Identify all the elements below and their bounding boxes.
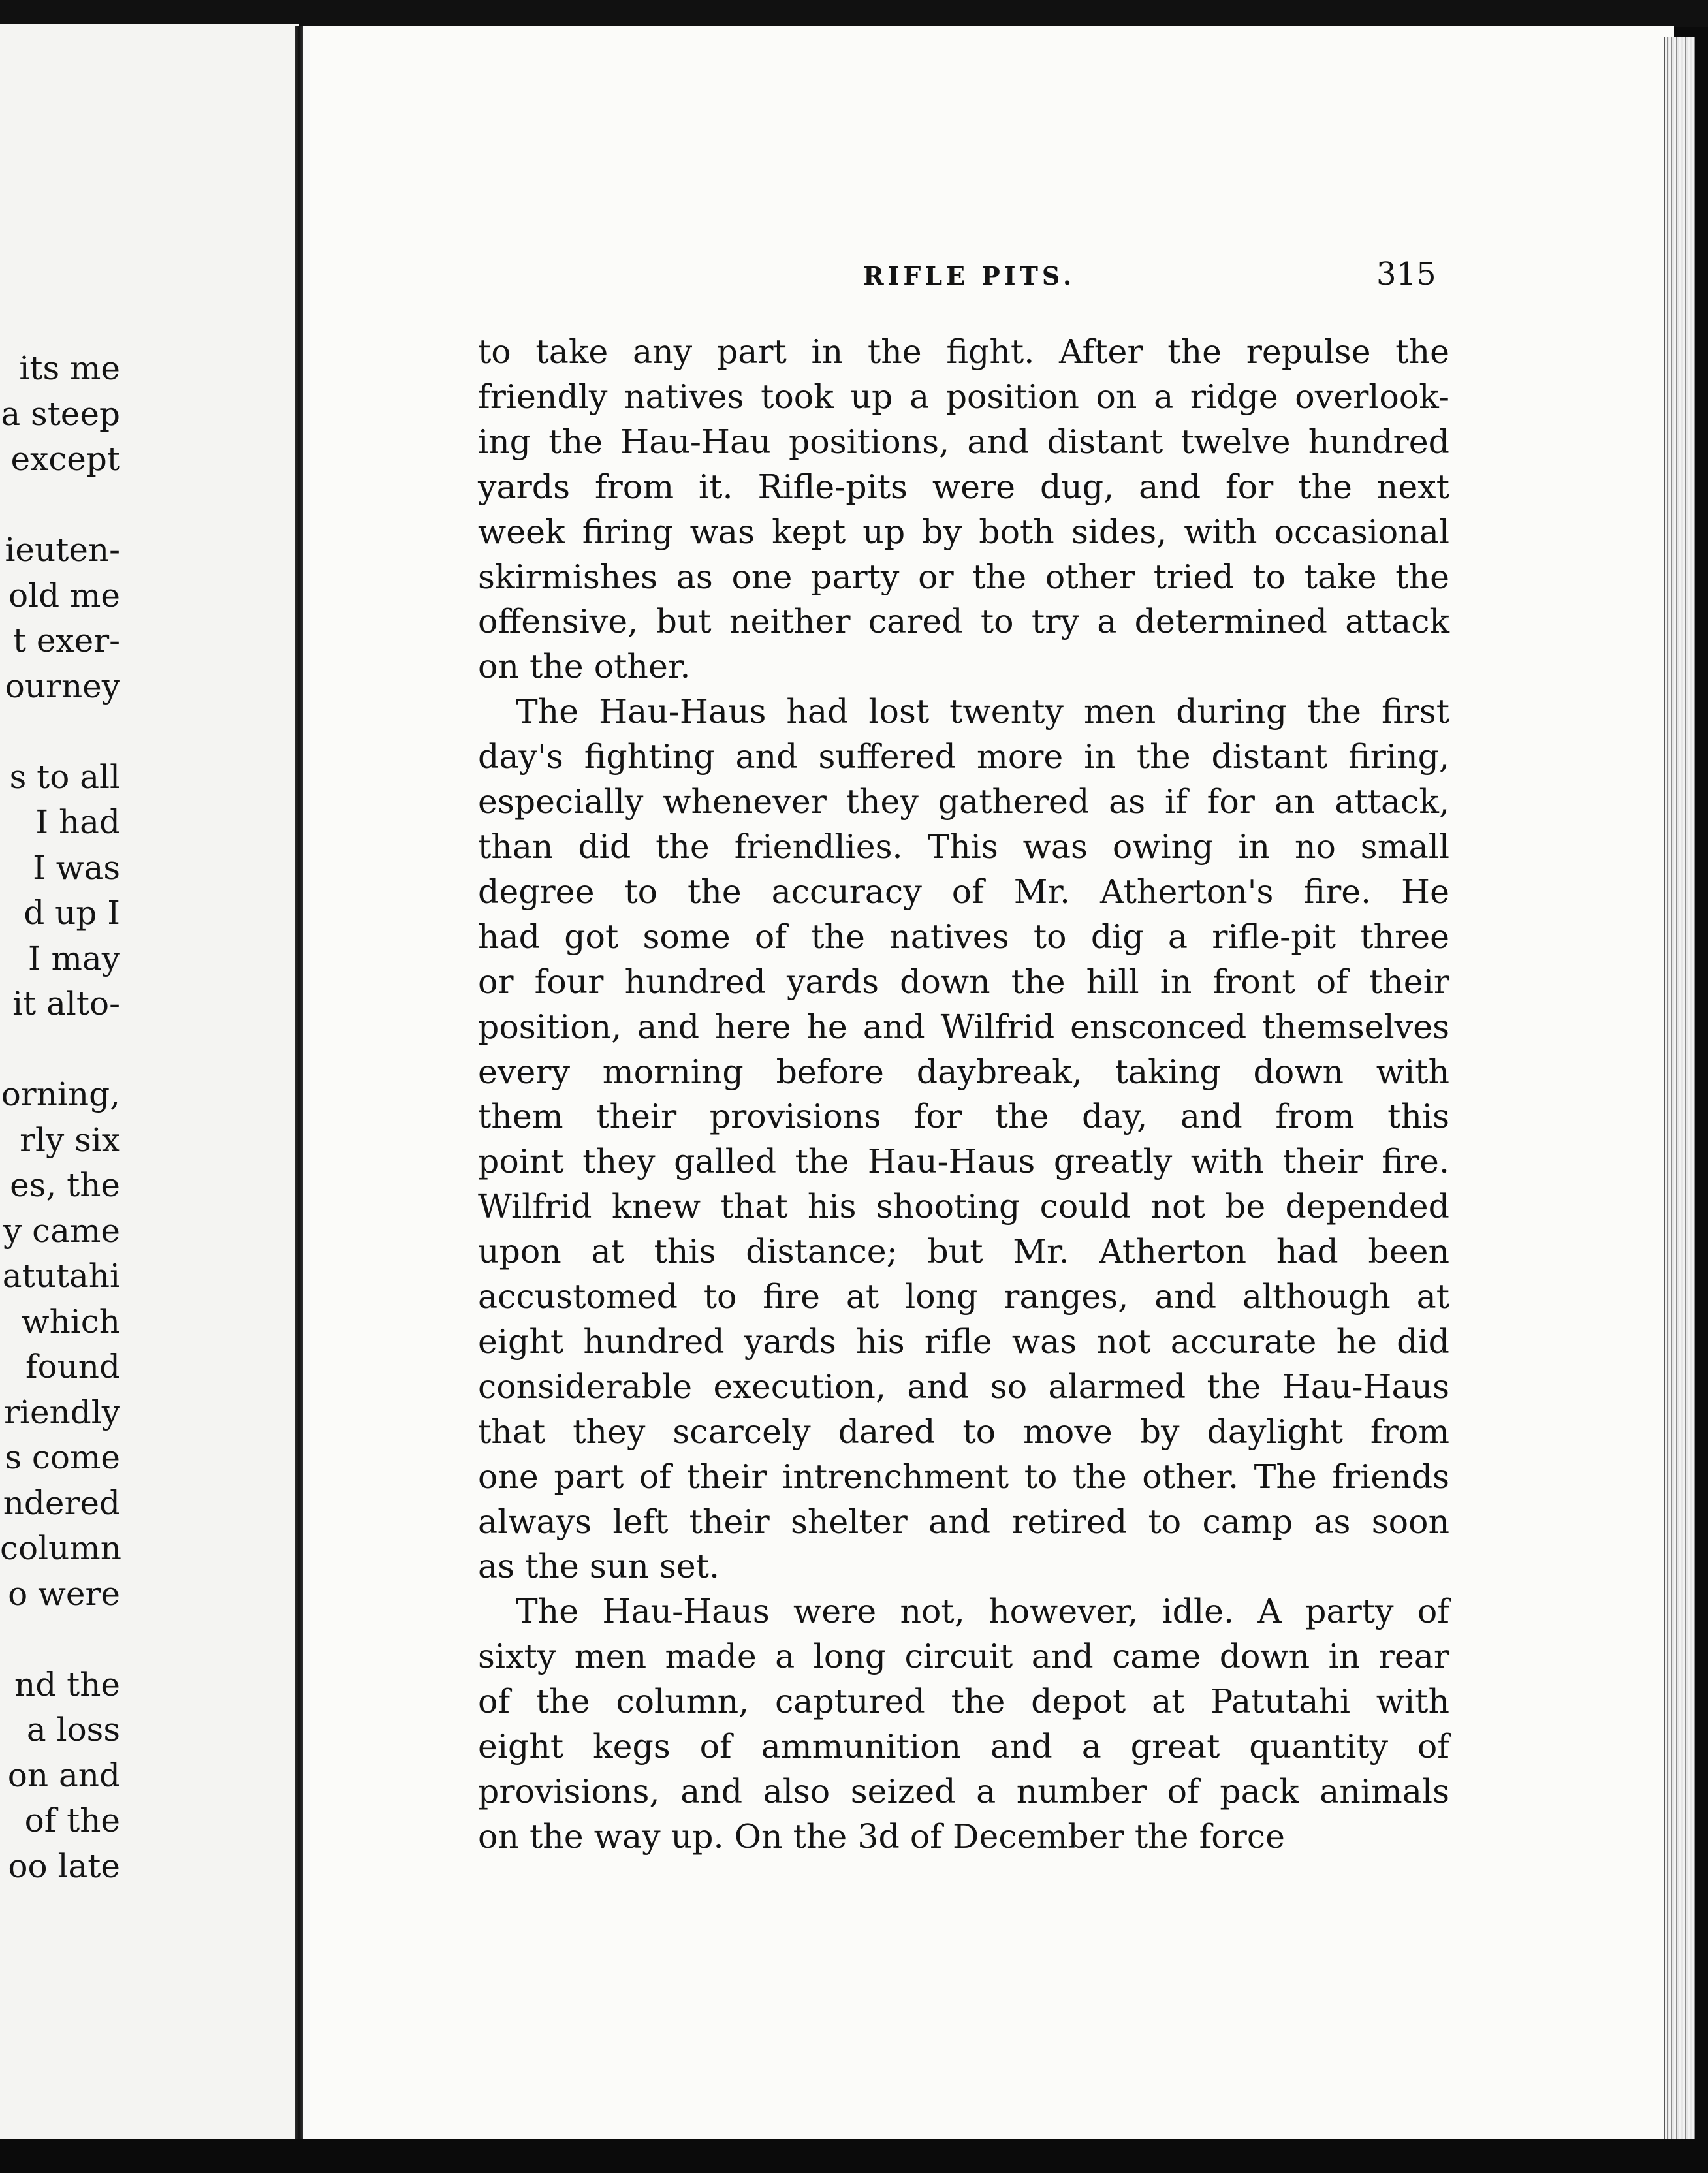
left-text-fragment: old me xyxy=(8,576,120,614)
text-line: on the other. xyxy=(478,647,691,686)
left-text-fragment: d up I xyxy=(24,894,120,932)
text-line: day's fighting and suffered more in the distant firing, xyxy=(478,737,1449,776)
left-text-fragment: t exer- xyxy=(12,622,120,659)
text-line: had got some of the natives to dig a rifle-pit three xyxy=(478,917,1449,956)
text-line: especially whenever they gathered as if for an attack, xyxy=(478,782,1449,821)
text-line: The Hau-Haus had lost twenty men during the first xyxy=(516,692,1449,731)
text-line: The Hau-Haus were not, however, idle. A party of xyxy=(516,1592,1449,1631)
left-text-fragment: y came xyxy=(3,1211,120,1250)
scan-bottom-border xyxy=(0,2139,1708,2173)
text-line: one part of their intrenchment to the other. The friends xyxy=(478,1457,1449,1496)
left-text-fragment: a steep xyxy=(1,394,120,433)
left-text-fragment: riendly xyxy=(4,1393,120,1431)
body-text xyxy=(478,330,1449,1860)
left-text-fragment: s to all xyxy=(9,757,120,796)
left-text-fragment: I may xyxy=(27,939,120,977)
text-line: always left their shelter and retired to camp as soon xyxy=(478,1502,1449,1541)
text-line: that they scarcely dared to move by daylight from xyxy=(478,1412,1449,1451)
text-line: week firing was kept up by both sides, with occasional xyxy=(478,512,1449,551)
text-line: on the way up. On the 3d of December the force xyxy=(478,1816,1285,1856)
text-line: upon at this distance; but Mr. Atherton had been xyxy=(478,1232,1449,1271)
left-text-fragment: it alto- xyxy=(12,985,120,1023)
left-page xyxy=(0,24,299,2139)
left-text-fragment: which xyxy=(21,1302,120,1340)
text-line: degree to the accuracy of Mr. Atherton's fire. He xyxy=(478,872,1449,911)
text-line: considerable execution, and so alarmed the Hau-Haus xyxy=(478,1367,1449,1406)
text-line: point they galled the Hau-Haus greatly with their fire. xyxy=(478,1142,1449,1181)
left-text-fragment: nd the xyxy=(14,1665,120,1704)
left-text-fragment: ieuten- xyxy=(5,531,120,569)
left-text-fragment: s come xyxy=(5,1438,120,1476)
text-line: offensive, but neither cared to try a determined attack xyxy=(478,602,1449,641)
left-text-fragment: column xyxy=(0,1529,121,1567)
left-text-fragment xyxy=(0,483,120,528)
left-text-fragment: I was xyxy=(33,848,120,887)
left-text-fragment xyxy=(0,1617,120,1662)
book-gutter xyxy=(295,26,303,2139)
text-line: Wilfrid knew that his shooting could not be depended xyxy=(478,1187,1449,1226)
left-text-fragment: ourney xyxy=(5,667,120,705)
left-text-fragment: except xyxy=(10,440,120,478)
left-text-fragment: of the xyxy=(24,1801,120,1839)
text-line: accustomed to fire at long ranges, and although at xyxy=(478,1277,1449,1316)
text-line: eight hundred yards his rifle was not accurate he did xyxy=(478,1322,1449,1361)
text-line: provisions, and also seized a number of pack animals xyxy=(478,1772,1449,1811)
text-line: to take any part in the fight. After the repulse the xyxy=(478,332,1449,371)
text-line: as the sun set. xyxy=(478,1547,720,1586)
text-line: sixty men made a long circuit and came down in rear xyxy=(478,1637,1449,1676)
left-text-fragment: found xyxy=(25,1348,120,1386)
page-edges xyxy=(1664,37,1695,2139)
left-text-fragment xyxy=(0,709,120,755)
text-line: than did the friendlies. This was owing in no small xyxy=(478,827,1449,866)
text-line: of the column, captured the depot at Patutahi with xyxy=(478,1682,1449,1721)
text-line: position, and here he and Wilfrid ensconced themselves xyxy=(478,1007,1449,1046)
left-text-fragment: orning, xyxy=(1,1075,120,1113)
text-line: friendly natives took up a position on a ridge overlook- xyxy=(478,377,1449,416)
left-page-text-fragments xyxy=(0,346,120,1889)
left-text-fragment: ndered xyxy=(3,1483,120,1522)
left-text-fragment: oo late xyxy=(8,1847,120,1885)
left-text-fragment: o were xyxy=(8,1574,120,1613)
text-line: every morning before daybreak, taking down with xyxy=(478,1052,1449,1091)
left-text-fragment: on and xyxy=(7,1756,120,1794)
text-line: or four hundred yards down the hill in front of their xyxy=(478,962,1449,1001)
left-text-fragment: es, the xyxy=(10,1166,120,1204)
left-text-fragment: atutahi xyxy=(2,1257,120,1295)
text-line: eight kegs of ammunition and a great quantity of xyxy=(478,1727,1449,1766)
text-line: yards from it. Rifle-pits were dug, and for the next xyxy=(478,467,1449,506)
left-text-fragment: rly six xyxy=(20,1120,120,1159)
page-number: 315 xyxy=(1376,256,1436,293)
left-text-fragment: a loss xyxy=(26,1711,120,1749)
left-text-fragment xyxy=(0,1027,120,1073)
text-line: ing the Hau-Hau positions, and distant twelve hundred xyxy=(478,422,1449,461)
text-line: them their provisions for the day, and from this xyxy=(478,1097,1449,1136)
running-head: RIFLE PITS. xyxy=(863,261,1076,291)
left-text-fragment: its me xyxy=(19,349,120,387)
text-line: skirmishes as one party or the other tried to take the xyxy=(478,557,1449,596)
left-text-fragment: I had xyxy=(35,803,120,841)
